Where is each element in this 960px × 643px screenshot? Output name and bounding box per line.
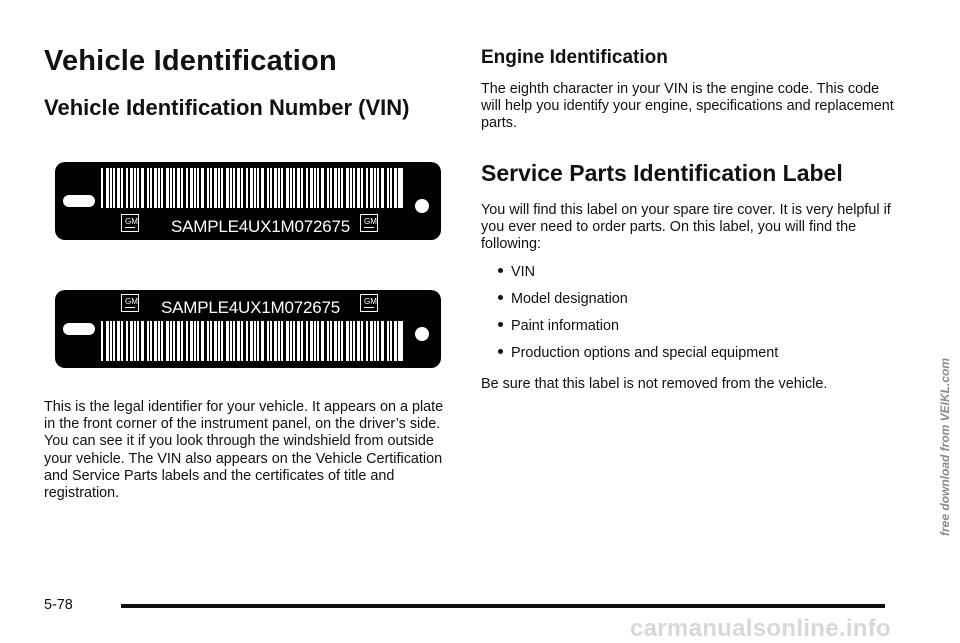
barcode-bar bbox=[376, 321, 377, 361]
barcode-bar bbox=[253, 168, 254, 208]
engine-description: The eighth character in your VIN is the engine code. This code will help you identify your engine, specifications and replacement parts. bbox=[481, 81, 894, 132]
vin-plate-top bbox=[55, 162, 441, 240]
barcode-bar bbox=[373, 168, 374, 208]
barcode-bar bbox=[209, 321, 210, 361]
barcode-bar bbox=[128, 321, 130, 361]
barcode-bar bbox=[363, 321, 366, 361]
barcode-bar bbox=[343, 168, 346, 208]
barcode-bar bbox=[397, 168, 398, 208]
barcode-bar bbox=[340, 168, 341, 208]
barcode-bar bbox=[180, 321, 181, 361]
barcode-bar bbox=[180, 168, 181, 208]
barcode-bar bbox=[204, 321, 207, 361]
engine-heading: Engine Identification bbox=[481, 47, 668, 68]
barcode-bar bbox=[169, 321, 170, 361]
barcode-bar bbox=[300, 321, 301, 361]
barcode-bar bbox=[389, 321, 390, 361]
barcode-bar bbox=[337, 168, 338, 208]
barcode-bar bbox=[160, 321, 161, 361]
barcode-bar bbox=[152, 168, 154, 208]
barcode-bar bbox=[240, 321, 241, 361]
barcode-bar bbox=[128, 168, 130, 208]
barcode-bar bbox=[300, 168, 301, 208]
barcode-bar bbox=[196, 321, 197, 361]
barcode-bar bbox=[272, 168, 274, 208]
barcode-bar bbox=[188, 321, 190, 361]
vin-number: SAMPLE4UX1M072675 bbox=[161, 298, 340, 317]
barcode-bar bbox=[360, 168, 361, 208]
barcode-bar bbox=[243, 321, 246, 361]
plate-hole bbox=[415, 199, 429, 213]
barcode-bar bbox=[248, 168, 250, 208]
service-parts-note: Be sure that this label is not removed from the vehicle. bbox=[481, 376, 828, 393]
barcode-bar bbox=[175, 168, 177, 208]
barcode-bar bbox=[352, 168, 353, 208]
barcode-bar bbox=[363, 168, 366, 208]
footer-rule bbox=[121, 604, 885, 608]
vin-heading: Vehicle Identification Number (VIN) bbox=[44, 95, 410, 120]
barcode-bar bbox=[389, 168, 390, 208]
barcode-bar bbox=[355, 321, 357, 361]
barcode-bar bbox=[223, 168, 226, 208]
barcode-bar bbox=[243, 168, 246, 208]
gm-logo-right: GM bbox=[360, 214, 378, 232]
barcode-bar bbox=[172, 321, 173, 361]
barcode-bar bbox=[264, 168, 267, 208]
barcode-bar bbox=[303, 168, 306, 208]
barcode-bar bbox=[280, 168, 281, 208]
barcode-bar bbox=[188, 168, 190, 208]
service-parts-intro: You will find this label on your spare tire cover. It is very helpful if you ever need to order parts. On this label, you will find the following: bbox=[481, 201, 891, 253]
barcode-bar bbox=[329, 168, 330, 208]
barcode-bar bbox=[172, 168, 173, 208]
barcode-bar bbox=[259, 321, 261, 361]
vin-description: This is the legal identifier for your vehicle. It appears on a plate in the front corner of the instrument panel, on the driver’s side. You can see it if you look through the windshield from outside your vehicle. The VIN also appears on the Vehicle Certification and Service Parts labels and the certificates of title and registration. bbox=[44, 399, 444, 502]
barcode-bar bbox=[196, 168, 197, 208]
barcode-bar bbox=[269, 321, 270, 361]
plate-slot bbox=[63, 323, 95, 335]
barcode-bar bbox=[313, 321, 314, 361]
barcode-bar bbox=[283, 321, 286, 361]
barcode-bar bbox=[217, 321, 218, 361]
barcode-bar bbox=[259, 168, 261, 208]
barcode-bar bbox=[235, 321, 237, 361]
barcode-bar bbox=[232, 168, 233, 208]
barcode-bar bbox=[115, 168, 117, 208]
barcode-bar bbox=[316, 168, 317, 208]
barcode-bar bbox=[277, 321, 278, 361]
barcode-bar bbox=[264, 321, 267, 361]
gm-logo-left: GM bbox=[121, 294, 139, 312]
barcode-bar bbox=[343, 321, 346, 361]
barcode-bar bbox=[368, 321, 370, 361]
barcode-bar bbox=[313, 168, 314, 208]
barcode-bar bbox=[112, 168, 113, 208]
barcode-bar bbox=[283, 168, 286, 208]
barcode-bar bbox=[157, 321, 158, 361]
barcode-bar bbox=[319, 321, 321, 361]
service-parts-heading: Service Parts Identification Label bbox=[481, 159, 843, 186]
barcode-bar bbox=[280, 321, 281, 361]
barcode-bar bbox=[123, 321, 126, 361]
barcode-bar bbox=[209, 168, 210, 208]
plate-slot bbox=[63, 195, 95, 207]
service-parts-list bbox=[481, 259, 901, 367]
barcode-bar bbox=[384, 168, 387, 208]
list-item: Model designation bbox=[495, 286, 901, 313]
barcode-bar bbox=[112, 321, 113, 361]
gm-logo-right: GM bbox=[360, 294, 378, 312]
barcode-bar bbox=[392, 321, 394, 361]
barcode-bar bbox=[256, 321, 257, 361]
barcode-bar bbox=[295, 168, 297, 208]
barcode-bar bbox=[240, 168, 241, 208]
barcode-bar bbox=[183, 321, 186, 361]
barcode-bar bbox=[232, 321, 233, 361]
barcode-bar bbox=[133, 321, 134, 361]
barcode-bar bbox=[349, 168, 350, 208]
barcode-bar bbox=[109, 168, 110, 208]
barcode-bar bbox=[115, 321, 117, 361]
barcode-bar bbox=[152, 321, 154, 361]
barcode-bar bbox=[204, 168, 207, 208]
barcode-bar bbox=[292, 168, 293, 208]
barcode-bar bbox=[397, 321, 398, 361]
barcode-bar bbox=[332, 321, 334, 361]
barcode-bar bbox=[220, 321, 221, 361]
barcode-bar bbox=[223, 321, 226, 361]
barcode-bar bbox=[136, 168, 137, 208]
barcode-bar bbox=[253, 321, 254, 361]
list-item: Production options and special equipment bbox=[495, 340, 901, 367]
side-watermark bbox=[926, 340, 956, 570]
barcode-bar bbox=[329, 321, 330, 361]
barcode-bar bbox=[157, 168, 158, 208]
barcode-bar bbox=[136, 321, 137, 361]
barcode-bar bbox=[308, 321, 310, 361]
site-watermark: carmanualsonline.info bbox=[630, 615, 892, 642]
barcode bbox=[101, 168, 403, 208]
barcode-bar bbox=[199, 321, 201, 361]
barcode-bar bbox=[163, 168, 166, 208]
barcode-bar bbox=[379, 321, 381, 361]
barcode-bar bbox=[169, 168, 170, 208]
barcode-bar bbox=[175, 321, 177, 361]
barcode-bar bbox=[220, 168, 221, 208]
barcode-bar bbox=[384, 321, 387, 361]
barcode-bar bbox=[217, 168, 218, 208]
barcode-bar bbox=[123, 168, 126, 208]
barcode-bar bbox=[308, 168, 310, 208]
barcode-bar bbox=[139, 168, 141, 208]
barcode-bar bbox=[292, 321, 293, 361]
plate-hole bbox=[415, 327, 429, 341]
barcode-bar bbox=[373, 321, 374, 361]
barcode-bar bbox=[160, 168, 161, 208]
barcode-bar bbox=[139, 321, 141, 361]
barcode-bar bbox=[332, 168, 334, 208]
barcode-bar bbox=[289, 321, 290, 361]
barcode-bar bbox=[149, 321, 150, 361]
barcode-bar bbox=[199, 168, 201, 208]
barcode-bar bbox=[324, 321, 327, 361]
barcode-bar bbox=[229, 168, 230, 208]
barcode-bar bbox=[352, 321, 353, 361]
barcode-bar bbox=[103, 168, 106, 208]
barcode-bar bbox=[303, 321, 306, 361]
barcode-bar bbox=[212, 321, 214, 361]
list-item: Paint information bbox=[495, 313, 901, 340]
page-title: Vehicle Identification bbox=[44, 45, 337, 77]
barcode-bar bbox=[379, 168, 381, 208]
barcode-bar bbox=[103, 321, 106, 361]
barcode-bar bbox=[319, 168, 321, 208]
page-number: 5-78 bbox=[44, 597, 73, 613]
barcode-bar bbox=[368, 168, 370, 208]
vin-plate-bottom bbox=[55, 290, 441, 368]
barcode bbox=[101, 321, 403, 361]
barcode-bar bbox=[316, 321, 317, 361]
barcode-bar bbox=[340, 321, 341, 361]
barcode-bar bbox=[212, 168, 214, 208]
barcode-bar bbox=[272, 321, 274, 361]
barcode-bar bbox=[337, 321, 338, 361]
barcode-bar bbox=[163, 321, 166, 361]
barcode-bar bbox=[235, 168, 237, 208]
gm-logo-left: GM bbox=[121, 214, 139, 232]
barcode-bar bbox=[120, 168, 121, 208]
side-watermark-text: free download from VEIKL.com bbox=[938, 357, 952, 537]
barcode-bar bbox=[229, 321, 230, 361]
list-item: VIN bbox=[495, 259, 901, 286]
barcode-bar bbox=[277, 168, 278, 208]
barcode-bar bbox=[392, 168, 394, 208]
barcode-bar bbox=[376, 168, 377, 208]
barcode-bar bbox=[289, 168, 290, 208]
barcode-bar bbox=[256, 168, 257, 208]
barcode-bar bbox=[360, 321, 361, 361]
barcode-bar bbox=[193, 168, 194, 208]
barcode-bar bbox=[144, 168, 147, 208]
barcode-bar bbox=[109, 321, 110, 361]
barcode-bar bbox=[349, 321, 350, 361]
barcode-bar bbox=[144, 321, 147, 361]
barcode-bar bbox=[324, 168, 327, 208]
barcode-bar bbox=[269, 168, 270, 208]
barcode-bar bbox=[120, 321, 121, 361]
barcode-bar bbox=[295, 321, 297, 361]
barcode-bar bbox=[183, 168, 186, 208]
barcode-bar bbox=[193, 321, 194, 361]
barcode-bar bbox=[355, 168, 357, 208]
barcode-bar bbox=[133, 168, 134, 208]
vin-number: SAMPLE4UX1M072675 bbox=[171, 217, 350, 236]
barcode-bar bbox=[248, 321, 250, 361]
barcode-bar bbox=[149, 168, 150, 208]
